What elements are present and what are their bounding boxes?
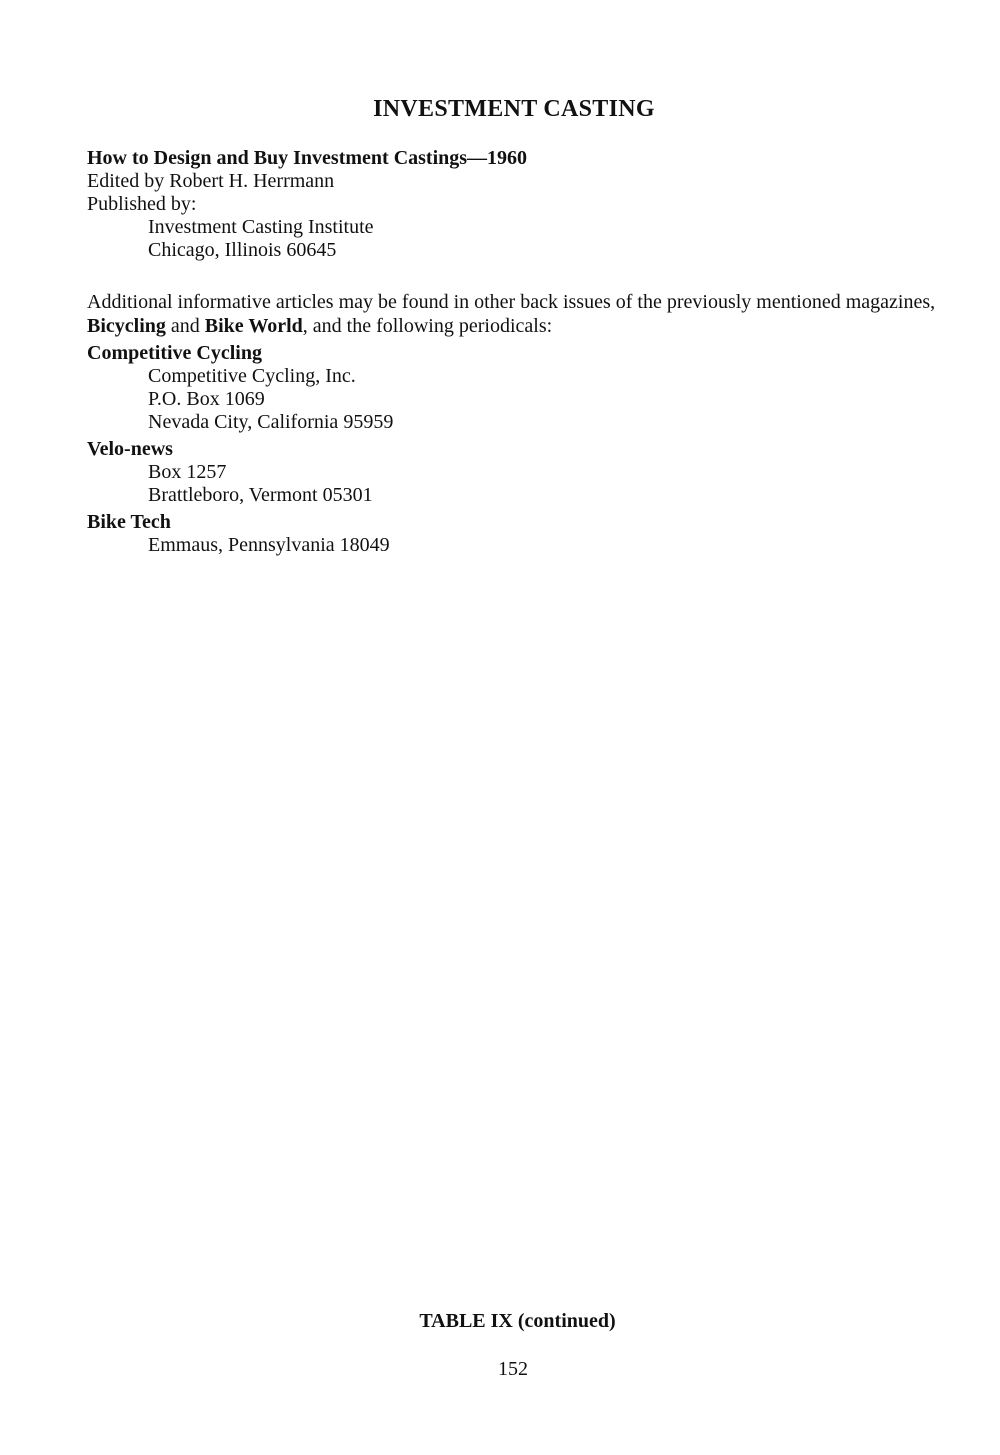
periodical-entry bbox=[87, 438, 393, 507]
periodical-entry bbox=[87, 342, 393, 434]
periodicals-list bbox=[87, 342, 393, 561]
periodical-entry bbox=[87, 511, 393, 557]
page-title: INVESTMENT CASTING bbox=[373, 96, 655, 122]
periodical-address-line: Nevada City, California 95959 bbox=[148, 411, 394, 433]
magazine-bike-world: Bike World bbox=[204, 315, 303, 337]
periodical-name: Competitive Cycling bbox=[87, 342, 262, 364]
intro-paragraph bbox=[87, 290, 957, 338]
publisher-city: Chicago, Illinois 60645 bbox=[148, 239, 337, 261]
book-title: How to Design and Buy Investment Castings—1960 bbox=[87, 147, 528, 169]
periodical-address-line: Brattleboro, Vermont 05301 bbox=[148, 484, 373, 506]
table-caption: TABLE IX (continued) bbox=[419, 1310, 616, 1332]
published-by-label: Published by: bbox=[87, 193, 197, 215]
book-editor: Edited by Robert H. Herrmann bbox=[87, 170, 335, 192]
periodical-address-line: Box 1257 bbox=[148, 461, 227, 483]
book-reference bbox=[87, 147, 527, 262]
periodical-name: Velo-news bbox=[87, 438, 173, 460]
publisher-name: Investment Casting Institute bbox=[148, 216, 374, 238]
periodical-name: Bike Tech bbox=[87, 511, 171, 533]
periodical-address-line: P.O. Box 1069 bbox=[148, 388, 265, 410]
paragraph-text-after: , and the following periodicals: bbox=[302, 315, 553, 337]
magazine-bicycling: Bicycling bbox=[87, 315, 166, 337]
paragraph-text-and: and bbox=[165, 315, 205, 337]
page-number: 152 bbox=[498, 1358, 528, 1380]
periodical-address-line: Competitive Cycling, Inc. bbox=[148, 365, 356, 387]
paragraph-text-before: Additional informative articles may be found in other back issues of the previously mentioned magazines, bbox=[87, 291, 936, 313]
periodical-address-line: Emmaus, Pennsylvania 18049 bbox=[148, 534, 390, 556]
